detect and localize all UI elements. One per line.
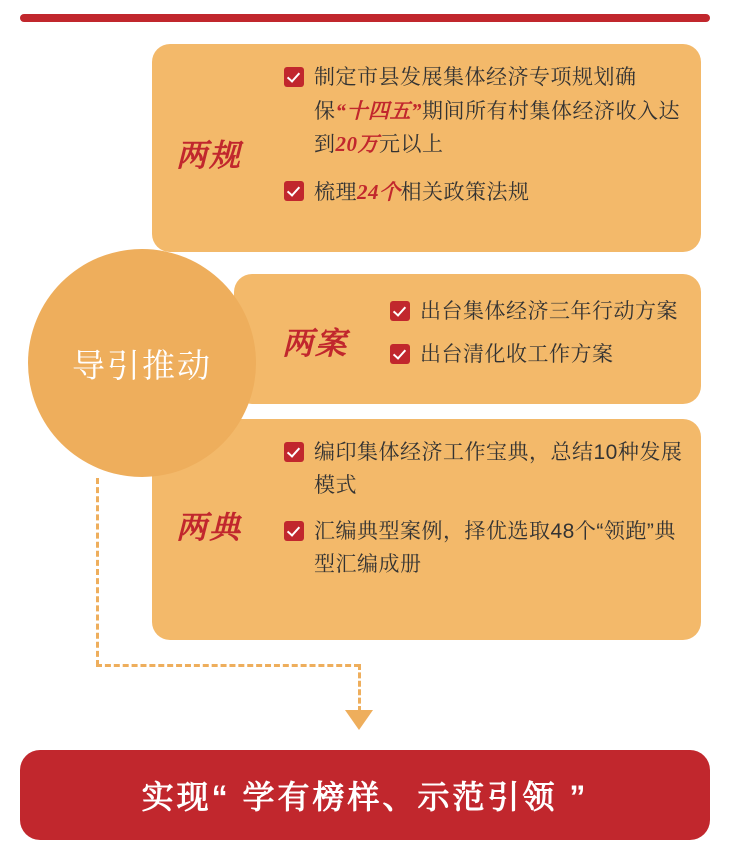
check-icon (284, 521, 304, 541)
plain-text: 出台清化收工作方案 (420, 342, 614, 366)
section-3-title: 两典 (176, 510, 242, 545)
banner-text: 实现“ 学有榜样、示范引领 ” (141, 779, 589, 815)
check-icon (284, 181, 304, 201)
plain-text: 期间所有村集体 (422, 99, 573, 123)
emphasis-text: 20万 (335, 132, 379, 157)
plain-text: 汇编典型案例，择优选取48个 (314, 520, 597, 544)
check-icon (284, 67, 304, 87)
list-item (284, 62, 684, 162)
check-icon (284, 442, 304, 462)
hub-circle (28, 249, 256, 477)
section-1-items (284, 62, 684, 223)
emphasis-text: “十四五” (335, 98, 422, 123)
list-item-text (314, 62, 684, 162)
section-3-items (284, 437, 684, 595)
bottom-banner (20, 750, 710, 840)
list-item-text (420, 296, 678, 329)
plain-text: 梳理 (314, 180, 357, 204)
plain-text: 制定市县发展集体经济专项规划 (314, 66, 615, 89)
list-item (284, 437, 684, 502)
emphasis-text: 24个 (357, 179, 401, 204)
check-icon (390, 301, 410, 321)
plain-text: “领跑”典型汇编成册 (314, 520, 676, 576)
check-icon (390, 344, 410, 364)
plain-text: 10种发展模式 (314, 441, 683, 497)
list-item-text (314, 176, 530, 210)
plain-text: 编印集体经济工作宝典，总结 (314, 441, 594, 464)
plain-text: 相关政策法规 (400, 180, 530, 204)
list-item (390, 339, 690, 372)
plain-text: 确保 (314, 66, 637, 123)
connector-horizontal (96, 664, 360, 667)
connector-vertical-2 (358, 664, 361, 712)
section-2-title: 两案 (282, 326, 348, 361)
list-item (284, 516, 684, 581)
hub-label: 导引推动 (72, 346, 212, 384)
top-red-rule (20, 14, 710, 22)
list-item (390, 296, 690, 329)
list-item (284, 176, 684, 210)
plain-text: 经济收入达到 (314, 99, 680, 157)
arrow-down-icon (345, 710, 373, 730)
section-2-items (390, 296, 690, 381)
list-item-text (420, 339, 614, 372)
list-item-text (314, 516, 684, 581)
plain-text: 元以上 (379, 133, 444, 157)
connector-vertical (96, 478, 99, 666)
plain-text: 出台集体经济三年行动方案 (420, 300, 678, 323)
list-item-text (314, 437, 684, 502)
section-1-title: 两规 (176, 138, 242, 173)
